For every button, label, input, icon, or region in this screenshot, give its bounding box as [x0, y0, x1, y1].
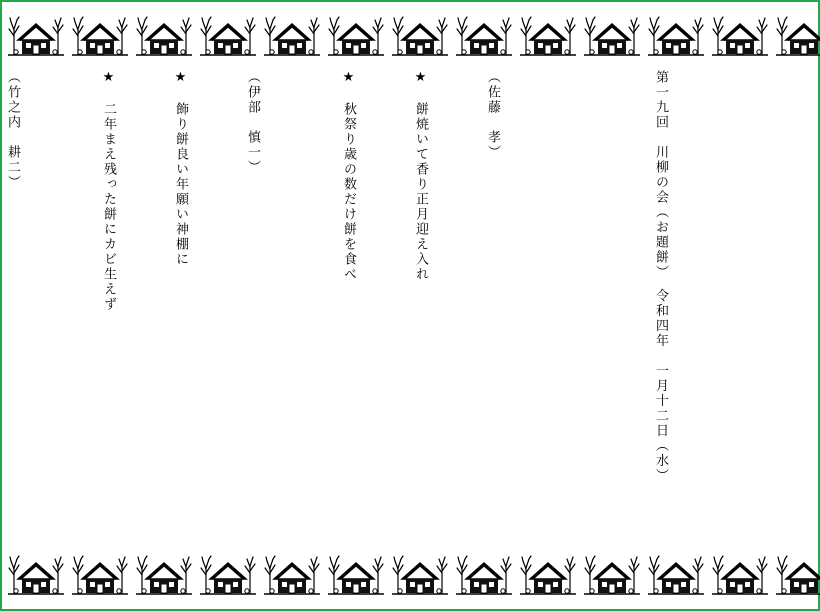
spacer — [576, 70, 600, 540]
decorative-border-top — [8, 14, 816, 56]
poem-line: ★ 餅焼いて香り正月迎え入れ — [413, 70, 428, 282]
author-name: （伊部 慎一） — [245, 70, 260, 175]
winter-house-icon — [776, 553, 820, 595]
document-title: 第一九回 川柳の会（お題餅） 令和四年 一月十二日（水） — [653, 70, 668, 484]
poem-line: ★ 秋祭り歳の数だけ餅を食べ — [341, 70, 356, 282]
winter-house-icon — [520, 14, 576, 56]
author-name: （竹之内 耕二） — [5, 70, 20, 190]
winter-house-icon — [520, 553, 576, 595]
winter-house-icon — [328, 14, 384, 56]
winter-house-icon — [712, 553, 768, 595]
winter-house-icon — [584, 553, 640, 595]
winter-house-icon — [136, 14, 192, 56]
winter-house-icon — [264, 553, 320, 595]
winter-house-icon — [456, 14, 512, 56]
winter-house-icon — [72, 553, 128, 595]
winter-house-icon — [264, 14, 320, 56]
haiku-document — [5, 70, 720, 540]
poem-line: ★ 飾り餅良い年願い神棚に — [173, 70, 188, 267]
winter-house-icon — [712, 14, 768, 56]
winter-house-icon — [456, 553, 512, 595]
winter-house-icon — [648, 553, 704, 595]
winter-house-icon — [8, 553, 64, 595]
winter-house-icon — [200, 553, 256, 595]
winter-house-icon — [648, 14, 704, 56]
decorative-border-bottom — [8, 553, 816, 595]
poem-line: ★ 二年まえ残った餅にカビ生えず — [101, 70, 116, 312]
author-name: （佐藤 孝） — [485, 70, 500, 160]
winter-house-icon — [584, 14, 640, 56]
winter-house-icon — [392, 14, 448, 56]
winter-house-icon — [136, 553, 192, 595]
winter-house-icon — [200, 14, 256, 56]
winter-house-icon — [328, 553, 384, 595]
winter-house-icon — [8, 14, 64, 56]
winter-house-icon — [392, 553, 448, 595]
winter-house-icon — [72, 14, 128, 56]
winter-house-icon — [776, 14, 820, 56]
